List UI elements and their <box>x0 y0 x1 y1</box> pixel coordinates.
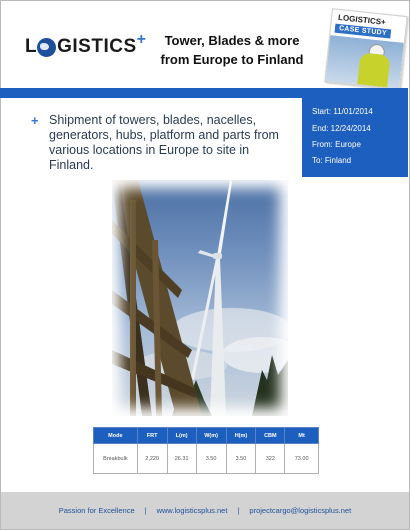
logistics-plus-logo <box>24 31 146 62</box>
case-study-badge <box>324 8 407 90</box>
page-title <box>152 31 312 69</box>
logo-text-prefix: L <box>25 36 38 57</box>
col-length: L(m) <box>167 428 196 444</box>
logo-text: GISTICS <box>57 36 137 57</box>
footer-email-link[interactable]: projectcargo@logisticsplus.net <box>249 506 352 515</box>
footer-tagline: Passion for Excellence <box>58 506 135 515</box>
col-cbm: CBM <box>256 428 285 444</box>
cell-mt: 73.00 <box>285 444 319 474</box>
info-start: Start: 11/01/2014 <box>312 107 373 116</box>
cell-width: 3.50 <box>196 444 226 474</box>
blue-band <box>0 88 408 98</box>
title-line-2: from Europe to Finland <box>160 52 304 67</box>
footer-website-link[interactable]: www.logisticsplus.net <box>156 506 228 515</box>
info-from: From: Europe <box>312 140 361 149</box>
col-width: W(m) <box>196 428 226 444</box>
photo-vignette <box>112 180 288 416</box>
shipment-info-box <box>302 98 408 177</box>
cell-height: 3.50 <box>226 444 256 474</box>
table-row <box>94 444 319 474</box>
wind-turbine-photo <box>112 180 288 416</box>
col-height: H(m) <box>226 428 256 444</box>
col-mode: Mode <box>94 428 138 444</box>
badge-banner: CASE STUDY <box>335 24 392 39</box>
bullet-plus-icon: + <box>31 113 39 128</box>
title-line-1: Tower, Blades & more <box>164 33 300 48</box>
logo-plus: + <box>136 31 146 48</box>
cell-cbm: 322 <box>256 444 285 474</box>
badge-logo: LOGISTICS+ <box>337 12 387 27</box>
col-frt: FRT <box>137 428 167 444</box>
info-to: To: Finland <box>312 156 352 165</box>
cargo-dimensions-table <box>93 427 319 474</box>
worker-vest-icon <box>357 52 390 87</box>
table-header-row <box>94 428 319 444</box>
footer-bar <box>1 492 409 529</box>
footer-separator: | <box>144 506 147 515</box>
col-mt: Mt <box>285 428 319 444</box>
cell-length: 26.31 <box>167 444 196 474</box>
cell-mode: Breakbulk <box>94 444 138 474</box>
globe-icon <box>37 38 56 57</box>
cell-frt: 2,220 <box>137 444 167 474</box>
shipment-description: Shipment of towers, blades, nacelles, generators, hubs, platform and parts from various locations in Europe to site in Finland. <box>49 113 279 172</box>
info-end: End: 12/24/2014 <box>312 124 371 133</box>
footer-separator: | <box>237 506 240 515</box>
